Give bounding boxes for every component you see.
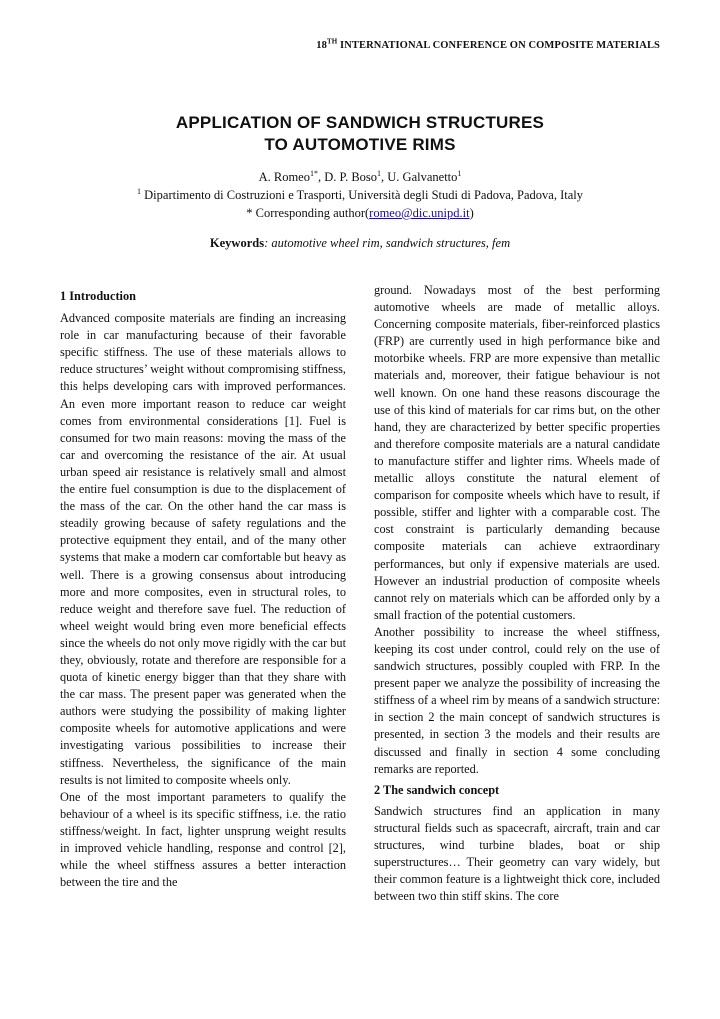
keywords-text: : automotive wheel rim, sandwich structures, fem [264,236,511,250]
section-heading-introduction: 1 Introduction [60,289,136,303]
author-2-sup: 1 [377,168,382,178]
title-line-2: TO AUTOMOTIVE RIMS [264,135,456,154]
affiliation-sup: 1 [137,186,142,196]
header-text: INTERNATIONAL CONFERENCE ON COMPOSITE MATERIALS [337,40,660,51]
paragraph: Sandwich structures find an application in many structural fields such as spacecraft, aircraft, train and car structures, wind turbine blades, boat or ship superstructures… Their geometry can vary widely, but their common feature is a lightweight thick core, included between two thin stiff skins. The core [374,803,660,904]
paragraph: Another possibility to increase the wheel stiffness, keeping its cost under control, could rely on the use of sandwich structures, possibly coupled with FRP. In the present paper we analyze the possibility of increasing the stiffness of a wheel rim by means of a sandwich structure: in section 2 the main concept of sandwich structures is presented, in section 3 the models and their results are discussed and finally in section 4 some concluding remarks are reported. [374,624,660,776]
header-ordinal-suffix: TH [327,37,338,46]
author-1: A. Romeo [258,170,310,184]
author-3-sup: 1 [457,168,462,178]
affiliation-text: Dipartimento di Costruzioni e Trasporti, Università degli Studi di Padova, Padova, Italy [141,188,583,202]
title-line-1: APPLICATION OF SANDWICH STRUCTURES [175,113,545,132]
author-1-sup: 1* [309,168,318,178]
keywords-label: Keywords [209,236,265,250]
affiliation [0,186,720,204]
corresponding-prefix: * Corresponding author( [246,206,370,220]
paper-title [0,112,720,156]
author-2: , D. P. Boso [317,170,378,184]
section-heading-sandwich-concept: 2 The sandwich concept [374,782,500,797]
right-column [374,282,660,905]
author-3: , U. Galvanetto [381,170,458,184]
paragraph: Advanced composite materials are finding an increasing role in car manufacturing because of their favorable specific stiffness. The use of these materials allows to reduce structures’ weight without compromising stiffness, this helps developing cars with improved performances. An even more important reason to reduce car weight comes from environmental considerations [1]. Fuel is consumed for two main reasons: moving the mass of the car and overcoming the resistance of the air. At usual urban speed air resistance is relatively small and almost the entire fuel consumption is due to the displacement of the mass of the car. On the other hand the car mass is steadily growing because of safety regulations and the protective equipment they entail, and of the many other systems that make a modern car comfortable but heavy as well. There is a growing consensus about introducing more and more composites, even in structural roles, to reduce weight and therefore save fuel. The reduction of wheel weight would bring even more beneficial effects since the wheels do not only move rigidly with the car but they, obviously, rotate and therefore are responsible for a quota of kinetic energy bigger than that they share with the car mass. The present paper was generated when the authors were studying the possibility of making lighter composite wheels for automotive applications and were investigating various possibilities to increase their stiffness. Nevertheless, the significance of the main results is not limited to composite wheels only. [60,311,346,787]
keywords [0,234,720,252]
paragraph: ground. Nowadays most of the best performing automotive wheels are made of metallic alloys. Concerning composite materials, fiber-reinforced plastics (FRP) are currently used in high performance bike and motorbike wheels. FRP are more expensive than metallic materials and, moreover, their fatigue behaviour is not well known. On one hand these reasons discourage the use of this kind of materials for car rims but, on the other hand, they are characterized by better specific properties and therefore composite materials are a natural candidate to manufacture stiffer and lighter rims. Wheels made of metallic alloys constitute the natural element of comparison for composite wheels which have to result, if possible, stiffer and lighter with a comparable cost. The cost constraint is particularly demanding because composite materials can achieve extraordinary performances, but only if expensive materials are used. However an industrial production of composite wheels cannot rely on materials which can be afforded only by a small fraction of the potential customers. [374,283,660,622]
email-link[interactable]: romeo@dic.unipd.it [369,206,470,220]
left-column [60,288,346,891]
corresponding-author [0,204,720,222]
running-header [0,37,720,51]
author-list [0,168,720,186]
header-ordinal: 18 [316,40,327,51]
corresponding-suffix: ) [469,206,474,220]
paragraph: One of the most important parameters to qualify the behaviour of a wheel is its specific stiffness, i.e. the ratio stiffness/weight. In fact, lighter unsprung weight results in improved vehicle handling, response and control [2], while the wheel stiffness assures a better interaction between the tire and the [60,789,346,890]
